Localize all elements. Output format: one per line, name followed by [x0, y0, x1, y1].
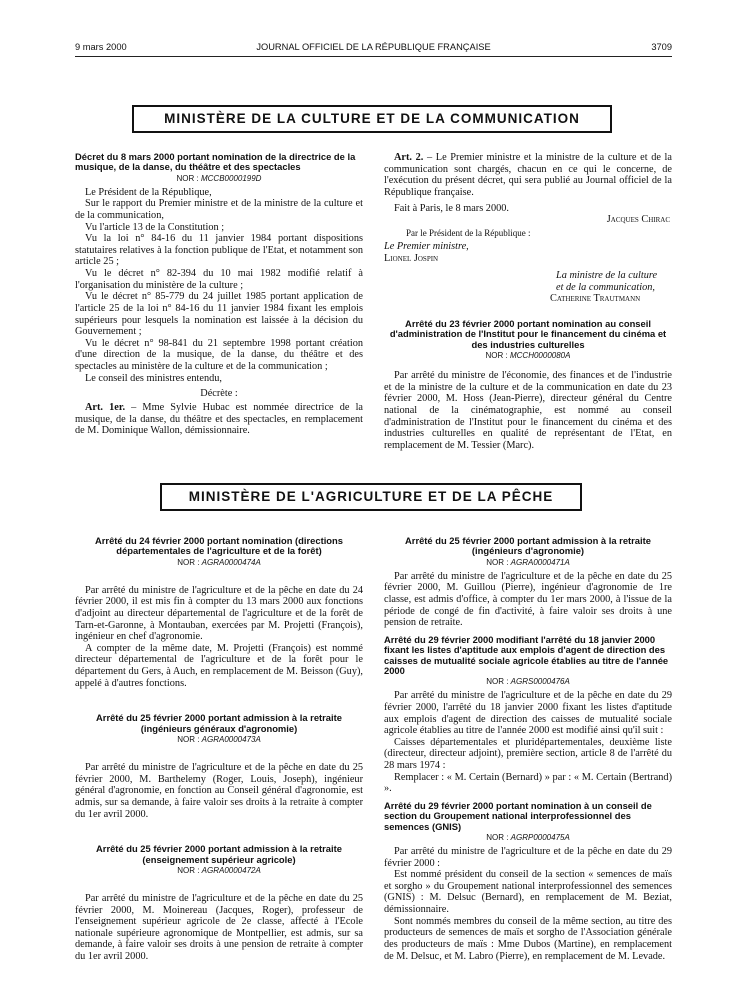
- nor-code: MCCB0000199D: [200, 173, 262, 183]
- nor-label: NOR :: [486, 557, 509, 567]
- arrete-nor: [75, 866, 363, 875]
- nor-code: AGRA0000472A: [201, 865, 261, 875]
- arrete-cinema-title: Arrêté du 23 février 2000 portant nomination au conseil d'administration de l'Institut pour le financement du cinéma et des industries culturelles: [389, 318, 667, 350]
- arrete-para: Par arrêté du ministre de l'agriculture et de la pêche en date du 25 février 2000, M. Guillou (Pierre), ingénieur d'agronomie de 1re classe, est admis d'office, à compter du 1er mars 2000, à l'issue de la période de congé de fin d'activité, à faire valoir ses droits à une pension de retraite.: [384, 570, 672, 629]
- article-2: [384, 152, 672, 199]
- premier-ministre-title: Le Premier ministre,: [384, 240, 469, 252]
- nor-label: NOR :: [486, 677, 509, 687]
- nor-code: AGRP0000475A: [510, 832, 570, 842]
- arrete-title: Arrêté du 25 février 2000 portant admission à la retraite (enseignement supérieur agricole): [96, 843, 342, 865]
- arrete-para: Par arrêté du ministre de l'agriculture et de la pêche en date du 29 février 2000, l'arrêté du 18 janvier 2000 fixant les listes d'aptitude aux emplois d'agent de direction des caisses de mutualité sociale agricole établies au titre de l'année 2000 est modifié ainsi qu'il suit :: [384, 690, 672, 737]
- president-signature: Jacques Chirac: [606, 214, 670, 226]
- arrete-title: Arrêté du 29 février 2000 portant nomination à un conseil de section du Groupement national interprofessionnel des semences (GNIS): [384, 799, 652, 832]
- decret-para: Le conseil des ministres entendu,: [85, 372, 222, 384]
- arrete-para: Est nommé président du conseil de la section « semences de maïs et sorgho » du Groupement national interprofessionnel des semences (GNIS) : M. Delsuc (Bernard), en remplacement de M. Beziat, démissionnaire.: [384, 869, 672, 916]
- arrete-title: Arrêté du 25 février 2000 portant admission à la retraite (ingénieurs généraux d'agronomie): [96, 712, 342, 734]
- arrete-para: Par arrêté du ministre de l'agriculture et de la pêche en date du 29 février 2000 :: [384, 845, 672, 869]
- arrete-para: A compter de la même date, M. Projetti (François) est nommé directeur départemental de l'agriculture et de la forêt pour le département du Gers, à Auch, en remplacement de M. Beisson (Guy), appelé à d'autres fonctions.: [75, 642, 363, 689]
- decret-para: Sur le rapport du Premier ministre et de la ministre de la culture et de la communication,: [75, 198, 363, 221]
- nor-code: AGRS0000476A: [510, 677, 570, 687]
- ministre-title-1: La ministre de la culture: [556, 270, 658, 282]
- arrete-para: Par arrêté du ministre de l'agriculture et de la pêche en date du 25 février 2000, M. Moinereau (Jacques, Roger), professeur de l'enseignement supérieur agricole de 2e classe, affecté à l'Ecole nationale supérieure agronomique de Montpellier, est admis, sur sa demande, à faire valoir ses droits à une pension de retraite à compter du 1er avril 2000.: [75, 892, 363, 963]
- premier-ministre-name: Lionel Jospin: [384, 252, 439, 264]
- arrete-title: Arrêté du 24 février 2000 portant nomination (directions départementales de l'agriculture et de la forêt): [95, 535, 343, 557]
- decret-title: Décret du 8 mars 2000 portant nomination de la directrice de la musique, de la danse, du théâtre et des spectacles: [75, 151, 356, 173]
- arrete-nor: [384, 558, 672, 567]
- arrete-cinema-nor: [384, 351, 672, 360]
- ministry-agriculture-title: MINISTÈRE DE L'AGRICULTURE ET DE LA PÊCHE: [188, 489, 554, 504]
- issue-date: 9 mars 2000: [75, 42, 127, 52]
- article-2-label: Art. 2.: [394, 152, 424, 163]
- article-1-text: – Mme Sylvie Hubac est nommée directrice de la musique, de la danse, du théâtre et des spectacles, en remplacement de M. Dominique Wallon, démissionnaire.: [75, 401, 363, 437]
- ministry-culture-title: MINISTÈRE DE LA CULTURE ET DE LA COMMUNICATION: [164, 111, 580, 126]
- arrete-para: Sont nommés membres du conseil de la même section, au titre des producteurs de semences de maïs et sorgho de l'Association générale des producteurs de maïs : Mme Dubos (Martine), en remplacement de M. Delsuc, et M. Labro (Pierre), en remplacement de M. Levade.: [384, 915, 672, 962]
- decret-nor: [75, 174, 363, 183]
- arrete-nor: [75, 558, 363, 567]
- article-2-text: – Le Premier ministre et la ministre de la culture et de la communication sont chargés, chacun en ce qui le concerne, de l'exécution du présent décret, qui sera publié au Journal officiel de la République française.: [384, 152, 672, 198]
- fait-a-paris: Fait à Paris, le 8 mars 2000.: [394, 202, 509, 214]
- arrete-title: Arrêté du 29 février 2000 modifiant l'arrêté du 18 janvier 2000 fixant les listes d'aptitude aux emplois d'agent de direction des caisses de mutualité sociale agricole établies au titre de l'année 2000: [384, 633, 669, 676]
- decret-para: Le Président de la République,: [85, 186, 212, 198]
- article-1: [75, 402, 363, 437]
- arrete-para: Remplacer : « M. Certain (Bernard) » par : « M. Certain (Bertrand) ».: [384, 771, 672, 795]
- nor-label: NOR :: [177, 865, 200, 875]
- header-rule: [75, 56, 672, 57]
- nor-label: NOR :: [176, 173, 199, 183]
- agriculture-left-column: [75, 536, 363, 963]
- arrete-para: Caisses départementales et pluridépartementales, deuxième liste (directeur, directeur adjoint), première section, article 8 de l'arrêté du 28 mars 1974 :: [384, 736, 672, 771]
- arrete-para: Par arrêté du ministre de l'agriculture et de la pêche en date du 25 février 2000, M. Barthelemy (Roger, Louis, Joseph), ingénieur général d'agronomie, en fonction au Conseil général d'agronomie, est admis, sur sa demande, à faire valoir ses droits à la retraite à compter du 1er avril 2000.: [75, 762, 363, 820]
- nor-label: NOR :: [485, 351, 508, 361]
- nor-label: NOR :: [177, 735, 200, 745]
- decret-para: Vu la loi n° 84-16 du 11 janvier 1984 portant dispositions statutaires relatives à la fonction publique de l'Etat, et notamment son article 25 ;: [75, 233, 363, 268]
- arrete-cinema-text: Par arrêté du ministre de l'économie, des finances et de l'industrie et de la ministre de la culture et de la communication en date du 23 février 2000, M. Hoss (Jean-Pierre), directeur général du Centre national de la cinématographie, est nommé au conseil d'administration de l'Institut pour le financement du cinéma et des industries culturelles en qualité de représentant de l'Etat, en remplacement de M. Tessier (Marc).: [384, 370, 672, 451]
- nor-code: AGRA0000474A: [201, 557, 261, 567]
- arrete-title: Arrêté du 25 février 2000 portant admission à la retraite (ingénieurs d'agronomie): [405, 535, 651, 557]
- ministre-name: Catherine Trautmann: [550, 293, 641, 305]
- page-header: [75, 42, 672, 56]
- decret-para: Vu l'article 13 de la Constitution ;: [85, 221, 225, 233]
- decret-para: Vu le décret n° 85-779 du 24 juillet 1985 portant application de l'article 25 de la loi n° 84-16 du 11 janvier 1984 fixant les emplois supérieurs pour lesquels la nomination est laissée à la décision du Gouvernement ;: [75, 291, 363, 338]
- arrete-nor: [75, 735, 363, 744]
- arrete-nor: [384, 677, 672, 686]
- ministre-title-2: et de la communication,: [556, 281, 655, 293]
- article-1-label: Art. 1er.: [85, 401, 126, 413]
- nor-label: NOR :: [177, 557, 200, 567]
- arrete-para: Par arrêté du ministre de l'agriculture et de la pêche en date du 24 février 2000, il est mis fin à compter du 13 mars 2000 aux fonctions d'adjoint au directeur départemental de l'agriculture et de la forêt de Tarn-et-Garonne, à Montauban, exercées par M. Projetti (François), ingénieur en chef d'agronomie.: [75, 584, 363, 643]
- ministre-signature: [384, 270, 672, 305]
- decret-para: Vu le décret n° 82-394 du 10 mai 1982 modifié relatif à l'organisation du ministère de la culture ;: [75, 268, 363, 291]
- nor-label: NOR :: [486, 832, 509, 842]
- culture-left-column: [75, 152, 363, 437]
- journal-title: JOURNAL OFFICIEL DE LA RÉPUBLIQUE FRANÇAISE: [256, 42, 491, 52]
- nor-code: MCCH0000080A: [509, 351, 571, 361]
- nor-code: AGRA0000473A: [201, 735, 261, 745]
- decret-para: Vu le décret n° 98-841 du 21 septembre 1998 portant création d'une direction de la musique, de la danse, du théâtre et des spectacles au ministère de la culture et de la communication ;: [75, 337, 363, 373]
- ministry-agriculture-banner: [160, 483, 582, 511]
- page-number: 3709: [651, 42, 672, 52]
- culture-right-column: [384, 152, 672, 451]
- par-le-president: Par le Président de la République :: [406, 227, 531, 238]
- ministry-culture-banner: [132, 105, 612, 133]
- nor-code: AGRA0000471A: [510, 557, 570, 567]
- agriculture-right-column: [384, 536, 672, 962]
- decrete-label: Décrète :: [200, 388, 238, 400]
- arrete-nor: [384, 833, 672, 842]
